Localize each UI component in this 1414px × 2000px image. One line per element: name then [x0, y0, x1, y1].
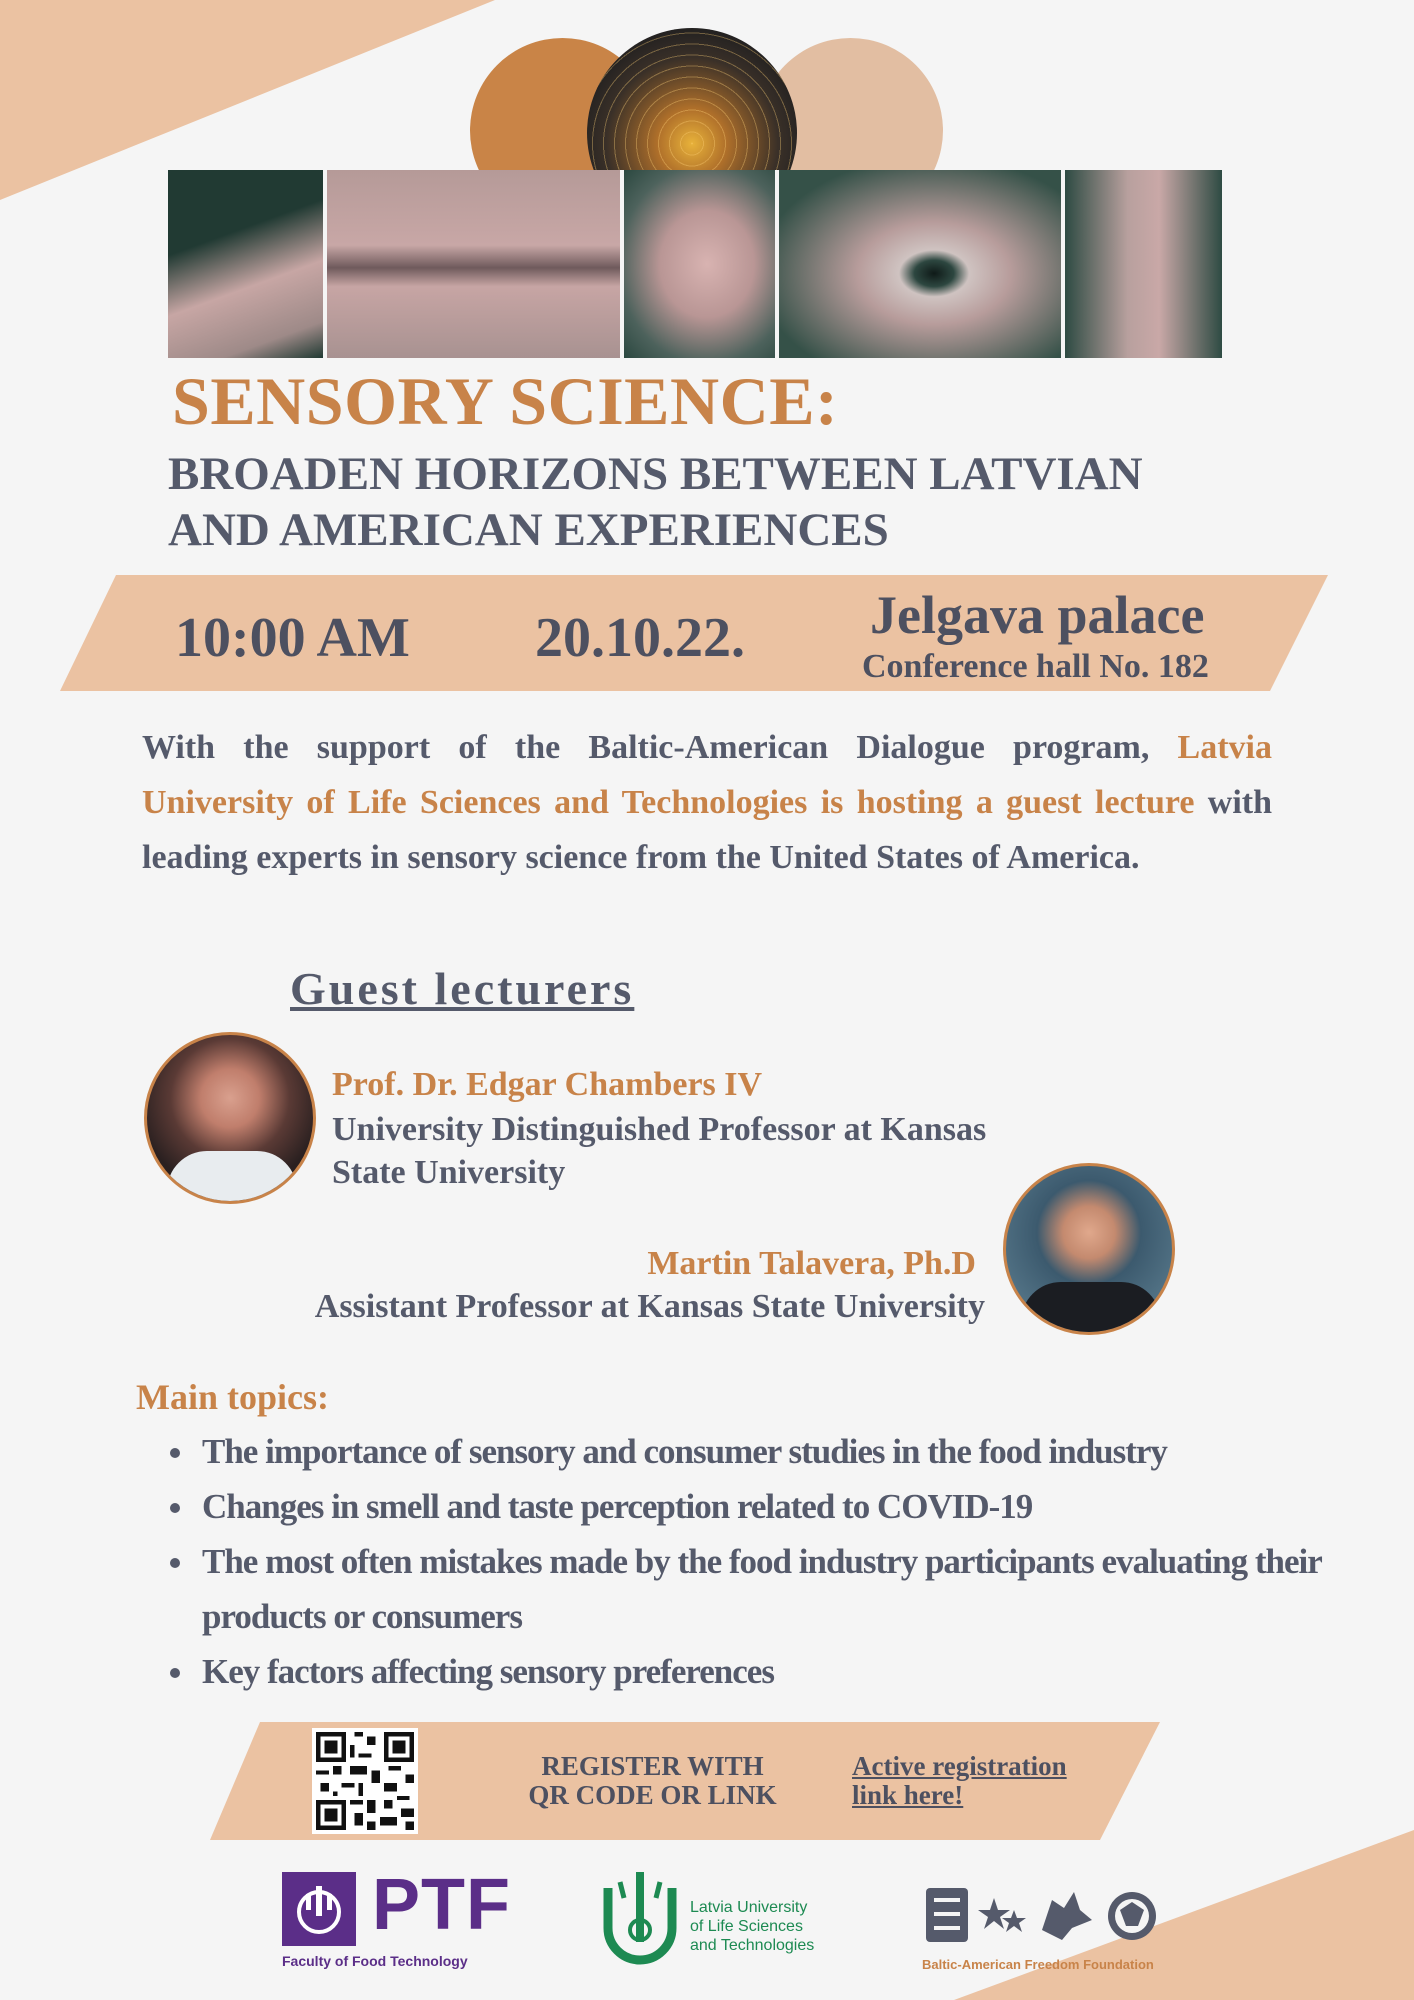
- event-venue: Jelgava palace: [870, 585, 1205, 645]
- ptf-logo-icon: [282, 1872, 356, 1946]
- hand-image: [168, 170, 323, 358]
- page-title: SENSORY SCIENCE:: [172, 363, 839, 439]
- event-date: 20.10.22.: [535, 607, 745, 669]
- subtitle-line: BROADEN HORIZONS BETWEEN LATVIAN: [168, 448, 1143, 500]
- subtitle-line: AND AMERICAN EXPERIENCES: [168, 504, 889, 556]
- guest-lecturers-heading: Guest lecturers: [290, 963, 635, 1014]
- nose-image: [1065, 170, 1222, 358]
- lecturer-name: Prof. Dr. Edgar Chambers IV: [332, 1066, 763, 1103]
- list-item: Changes in smell and taste perception related to COVID-19: [202, 1479, 1342, 1534]
- llu-logo-line: of Life Sciences: [690, 1918, 803, 1935]
- event-hall: Conference hall No. 182: [862, 648, 1209, 685]
- qr-code-icon[interactable]: [312, 1728, 418, 1834]
- register-line: QR CODE OR LINK: [528, 1780, 777, 1810]
- lecturer-role-line: State University: [332, 1154, 566, 1191]
- page-subtitle: [168, 446, 1268, 558]
- llu-logo-icon: [598, 1868, 682, 1972]
- llu-logo-line: and Technologies: [690, 1937, 815, 1954]
- register-instructions: [510, 1752, 795, 1810]
- registration-link-line[interactable]: link here!: [852, 1780, 964, 1810]
- ptf-logo-text: PTF: [372, 1865, 511, 1945]
- mouth-image: [327, 170, 620, 358]
- topics-list: [160, 1424, 1342, 1699]
- avatar-edgar-chambers: [144, 1032, 316, 1204]
- lecturer-role: Assistant Professor at Kansas State University: [314, 1288, 985, 1325]
- llu-logo-text: [690, 1898, 860, 1955]
- baltic-american-freedom-foundation-logo-icon: [922, 1880, 1162, 1950]
- event-time: 10:00 AM: [175, 607, 410, 669]
- list-item: The most often mistakes made by the food industry participants evaluating their products or consumers: [202, 1534, 1342, 1644]
- main-topics-heading: Main topics:: [136, 1377, 329, 1417]
- register-line: REGISTER WITH: [541, 1751, 764, 1781]
- lecturer-role: [332, 1108, 1092, 1194]
- intro-text: With the support of the Baltic-American Dialogue program,: [142, 729, 1178, 766]
- lecturer-name: Martin Talavera, Ph.D: [647, 1245, 976, 1282]
- baltic-american-freedom-foundation-text: Baltic-American Freedom Foundation: [922, 1957, 1154, 1972]
- ptf-logo-subtitle: Faculty of Food Technology: [282, 1953, 468, 1969]
- list-item: The importance of sensory and consumer studies in the food industry: [202, 1424, 1342, 1479]
- eye-image: [779, 170, 1061, 358]
- llu-logo-line: Latvia University: [690, 1899, 808, 1916]
- intro-highlight: Latvia University of Life Sciences and Technologies is hosting a guest lecture: [142, 729, 1272, 821]
- avatar-martin-talavera: [1003, 1163, 1175, 1335]
- registration-link[interactable]: [852, 1752, 1112, 1810]
- intro-paragraph: [142, 720, 1272, 885]
- intro-text-end: with leading experts in sensory science from the United States of America.: [142, 784, 1273, 876]
- registration-link-line[interactable]: Active registration: [852, 1751, 1067, 1781]
- lecturer-role-line: University Distinguished Professor at Kansas: [332, 1111, 987, 1148]
- ear-image: [624, 170, 775, 358]
- sensory-image-strip: [168, 170, 1226, 358]
- list-item: Key factors affecting sensory preferences: [202, 1644, 1342, 1699]
